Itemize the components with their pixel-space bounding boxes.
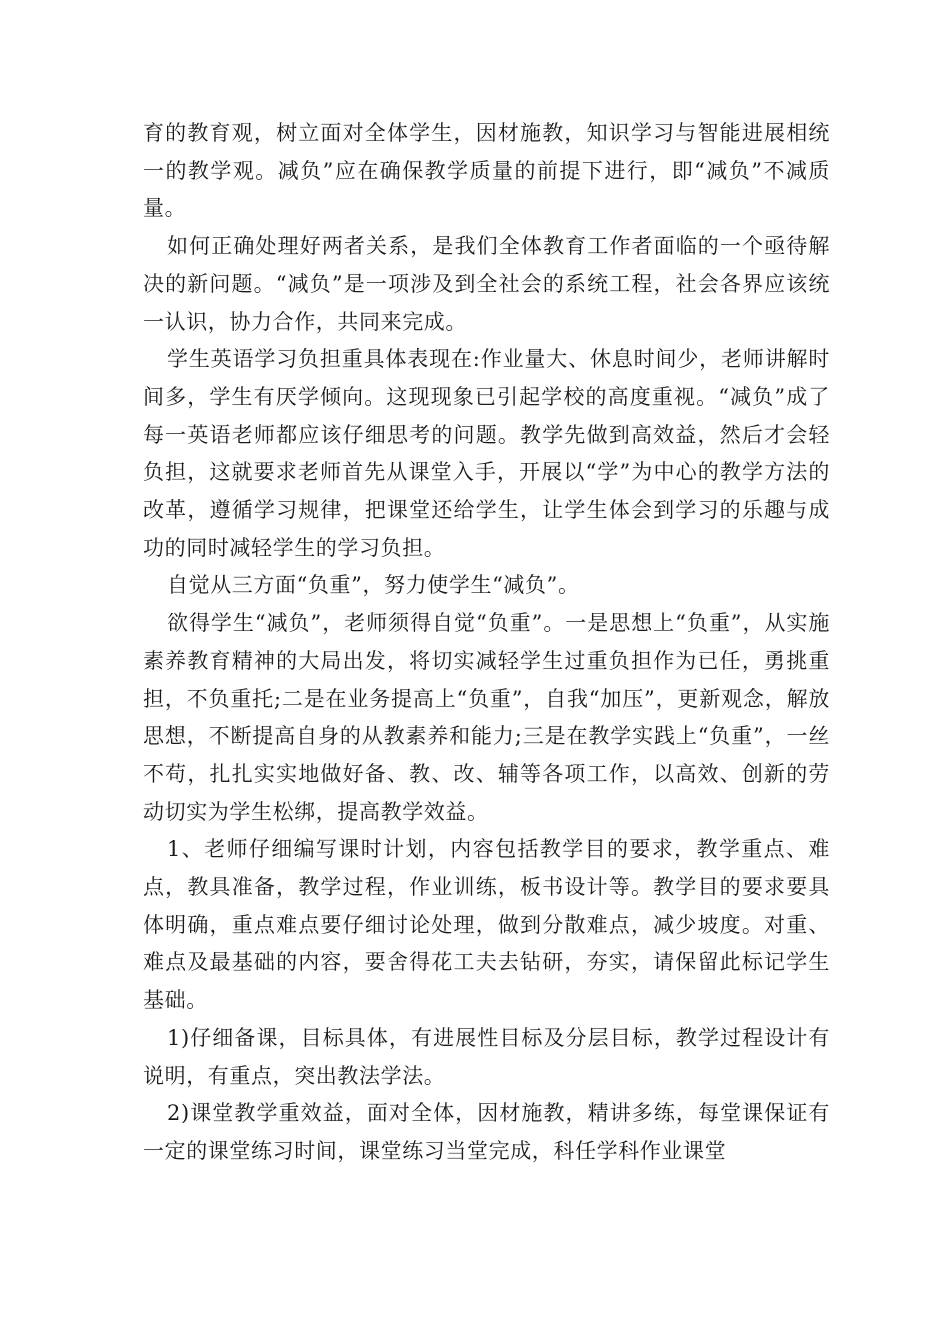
paragraph-1: 育的教育观，树立面对全体学生，因材施教，知识学习与智能进展相统一的教学观。减负”应在确保教学质量的前提下进行，即“减负”不减质量。 <box>143 121 830 221</box>
paragraph-2: 如何正确处理好两者关系，是我们全体教育工作者面临的一个亟待解决的新问题。“减负”是一项涉及到全社会的系统工程，社会各界应该统一认识，协力合作，共同来完成。 <box>143 234 830 334</box>
paragraph-3: 学生英语学习负担重具体表现在:作业量大、休息时间少，老师讲解时间多，学生有厌学倾向。这现现象已引起学校的高度重视。“减负”成了每一英语老师都应该仔细思考的问题。教学先做到高效益，然后才会轻负担，这就要求老师首先从课堂入手，开展以“学”为中心的教学方法的改革，遵循学习规律，把课堂还给学生，让学生体会到学习的乐趣与成功的同时减轻学生的学习负担。 <box>143 347 830 560</box>
paragraph-7: 1)仔细备课，目标具体，有进展性目标及分层目标，教学过程设计有说明，有重点，突出教法学法。 <box>143 1025 830 1088</box>
paragraph-5: 欲得学生“减负”，老师须得自觉“负重”。一是思想上“负重”，从实施素养教育精神的大局出发，将切实减轻学生过重负担作为已任，勇挑重担，不负重托;二是在业务提高上“负重”，自我“加压”，更新观念，解放思想，不断提高自身的从教素养和能力;三是在教学实践上“负重”，一丝不苟，扎扎实实地做好备、教、改、辅等各项工作，以高效、创新的劳动切实为学生松绑，提高教学效益。 <box>143 611 830 824</box>
paragraph-4: 自觉从三方面“负重”，努力使学生“减负”。 <box>167 573 580 598</box>
paragraph-6: 1、老师仔细编写课时计划，内容包括教学目的要求，教学重点、难点，教具准备，教学过程，作业训练，板书设计等。教学目的要求要具体明确，重点难点要仔细讨论处理，做到分散难点，减少坡度。对重、难点及最基础的内容，要舍得花工夫去钻研，夯实，请保留此标记学生基础。 <box>143 837 830 1013</box>
paragraph-8: 2)课堂教学重效益，面对全体，因材施教，精讲多练，每堂课保证有一定的课堂练习时间，课堂练习当堂完成，科任学科作业课堂 <box>143 1101 830 1163</box>
